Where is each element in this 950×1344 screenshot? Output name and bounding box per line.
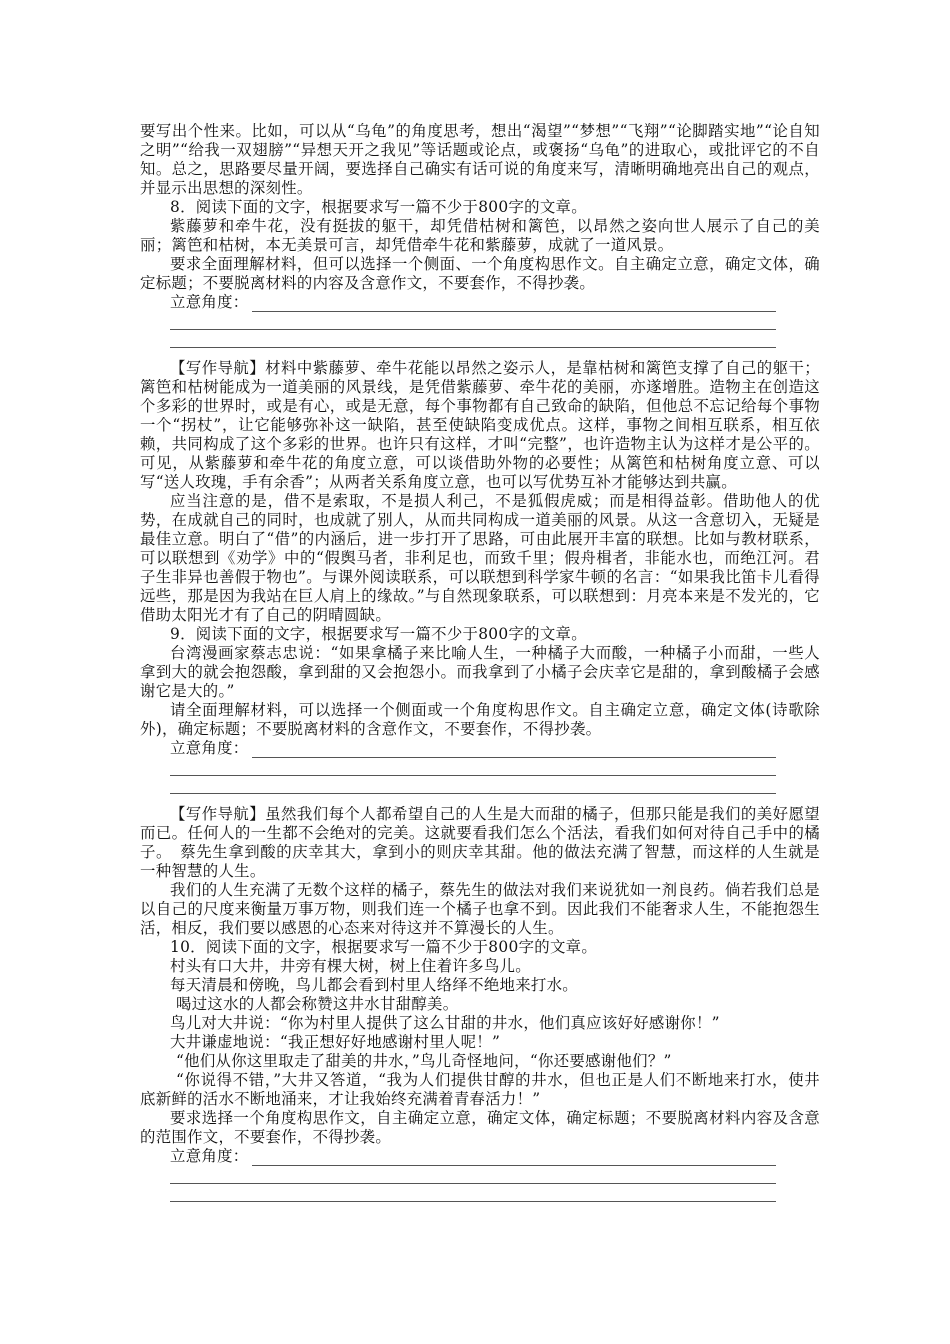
question-10-material: “他们从你这里取走了甜美的井水，”鸟儿奇怪地问，“你还要感谢他们？”	[176, 1052, 672, 1070]
answer-line	[170, 1184, 776, 1202]
answer-line	[170, 776, 776, 794]
paragraph: 我们的人生充满了无数个这样的橘子，蔡先生的做法对我们来说犹如一剂良药。倘若我们总是以自己的尺度来衡量万事万物，则我们连一个橘子也拿不到。因此我们不能奢求人生，不能抱怨生活，相反，我们要以感恩的心态来对待这并不算漫长的人生。	[140, 881, 820, 937]
answer-line	[170, 1166, 776, 1184]
answer-label: 立意角度：	[170, 293, 249, 311]
question-10-material: 鸟儿对大井说：“你为村里人提供了这么甘甜的井水，他们真应该好好感谢你！”	[170, 1014, 720, 1032]
document-page	[140, 122, 820, 1202]
question-10-material: 村头有口大井，井旁有棵大树，树上住着许多鸟儿。	[170, 957, 531, 975]
answer-label: 立意角度：	[170, 1147, 249, 1165]
answer-row-q10	[140, 1147, 820, 1166]
question-10-material: “你说得不错，”大井又答道，“我为人们提供甘醇的井水，但也正是人们不断地来打水，使井底新鲜的活水不断地涌来，才让我始终充满着青春活力！”	[140, 1071, 820, 1108]
paragraph: 应当注意的是，借不是索取，不是损人利己，不是狐假虎威；而是相得益彰。借助他人的优势，在成就自己的同时，也成就了别人，从而共同构成一道美丽的风景。从这一含意切入，无疑是最佳立意。明白了“借”的内涵后，进一步打开了思路，可由此展开丰富的联想。比如与教材联系，可以联想到《劝学》中的“假舆马者，非利足也，而致千里；假舟楫者，非能水也，而绝江河。君子生非异也善假于物也”。与课外阅读联系，可以联想到科学家牛顿的名言：“如果我比笛卡儿看得远些，那是因为我站在巨人肩上的缘故。”与自然现象联系，可以联想到：月亮本来是不发光的，它借助太阳光才有了自己的阴晴圆缺。	[140, 492, 820, 624]
paragraph: 要写出个性来。比如，可以从“乌龟”的角度思考，想出“渴望”“梦想”“飞翔”“论脚踏实地”“论自知之明”“给我一双翅膀”“异想天开之我见”等话题或论点，或褒扬“乌龟”的进取心，或批评它的不自知。总之，思路要尽量开阔，要选择自己确实有话可说的角度来写，清晰明确地亮出自己的观点，并显示出思想的深刻性。	[140, 122, 820, 197]
answer-row-q8	[140, 293, 820, 312]
question-10-material: 每天清晨和傍晚，鸟儿都会看到村里人络绎不绝地来打水。	[170, 976, 578, 994]
writing-guide-q9: 【写作导航】虽然我们每个人都希望自己的人生是大而甜的橘子，但那只能是我们的美好愿望而已。任何人的一生都不会绝对的完美。这就要看我们怎么个活法，看我们如何对待自己手中的橘子。 蔡先生拿到酸的庆幸其大，拿到小的则庆幸其甜。他的做法充满了智慧，而这样的人生就是一种智慧的人生。	[140, 805, 820, 880]
question-9-prompt: 9．阅读下面的文字，根据要求写一篇不少于800字的文章。	[170, 625, 587, 643]
question-10-prompt: 10．阅读下面的文字，根据要求写一篇不少于800字的文章。	[170, 938, 598, 956]
answer-line	[252, 1153, 776, 1166]
question-10-material: 喝过这水的人都会称赞这井水甘甜醇美。	[176, 995, 459, 1013]
answer-line	[252, 745, 776, 758]
answer-line	[252, 299, 776, 312]
answer-row-q9	[140, 739, 820, 758]
question-8-material: 紫藤萝和牵牛花，没有挺拔的躯干，却凭借枯树和篱笆，以昂然之姿向世人展示了自己的美丽；篱笆和枯树，本无美景可言，却凭借牵牛花和紫藤萝，成就了一道风景。	[140, 217, 820, 254]
question-9-requirements: 请全面理解材料，可以选择一个侧面或一个角度构思作文。自主确定立意，确定文体(诗歌除外)，确定标题；不要脱离材料的含意作文，不要套作，不得抄袭。	[140, 701, 820, 738]
question-10-material: 大井谦虚地说：“我正想好好地感谢村里人呢！”	[170, 1033, 501, 1051]
answer-label: 立意角度：	[170, 739, 249, 757]
answer-line	[170, 758, 776, 776]
answer-line	[170, 312, 776, 330]
question-8-requirements: 要求全面理解材料，但可以选择一个侧面、一个角度构思作文。自主确定立意，确定文体，确定标题；不要脱离材料的内容及含意作文，不要套作，不得抄袭。	[140, 255, 820, 292]
writing-guide-q8: 【写作导航】材料中紫藤萝、牵牛花能以昂然之姿示人，是靠枯树和篱笆支撑了自己的躯干；篱笆和枯树能成为一道美丽的风景线，是凭借紫藤萝、牵牛花的美丽，亦遂增胜。造物主在创造这个多彩的世界时，或是有心，或是无意，每个事物都有自己致命的缺陷，但他总不忘记给每个事物一个“拐杖”，让它能够弥补这一缺陷，甚至使缺陷变成优点。这样，事物之间相互联系，相互依赖，共同构成了这个多彩的世界。也许只有这样，才叫“完整”，也许造物主认为这样才是公平的。可见，从紫藤萝和牵牛花的角度立意，可以谈借助外物的必要性；从篱笆和枯树角度立意、可以写“送人玫瑰，手有余香”；从两者关系角度立意，也可以写优势互补才能够达到共赢。	[140, 359, 820, 491]
answer-line	[170, 330, 776, 348]
question-9-material: 台湾漫画家蔡志忠说：“如果拿橘子来比喻人生，一种橘子大而酸，一种橘子小而甜，一些人拿到大的就会抱怨酸，拿到甜的又会抱怨小。而我拿到了小橘子会庆幸它是甜的，拿到酸橘子会感谢它是大的。”	[140, 644, 820, 700]
question-8-prompt: 8．阅读下面的文字，根据要求写一篇不少于800字的文章。	[170, 198, 587, 216]
question-10-requirements: 要求选择一个角度构思作文，自主确定立意，确定文体，确定标题；不要脱离材料内容及含意的范围作文，不要套作，不得抄袭。	[140, 1109, 820, 1146]
